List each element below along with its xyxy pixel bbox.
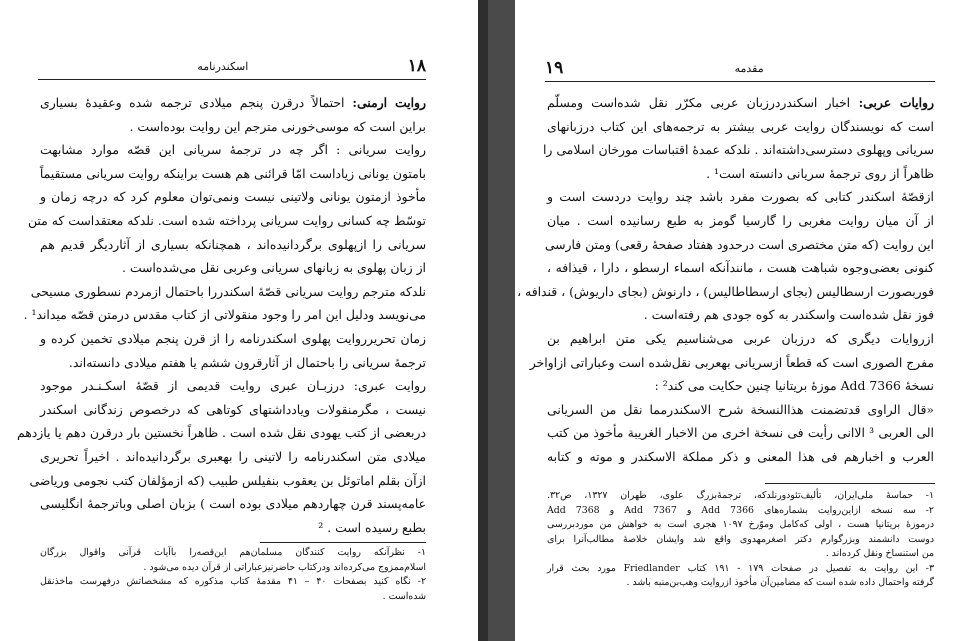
footnote-line: ۲- سه نسخه ازاین‌روایت بشماره‌های Add 7366 و Add 7367 و Add 7368 [547,504,934,516]
text-line: روایت سریانی : اگر چه در ترجمهٔ سریانی این قصّه موارد مشابهت [40,142,426,158]
text-line: می‌نویسد ودلیل این امر را وجود منقولاتی از کتاب مقدس درمتن قصّه میداند¹ . [23,307,426,323]
text-line: الی العربی ³ الاانی رأیت فی نسخة اخری من الاخبار الغریبة مأخوذ من کتب [547,425,935,441]
text-line: روایت عبری: درزبـان عبری روایت قدیمی از قصّهٔ اسکـنـدر موجود [40,378,426,394]
left-footnotes [40,546,426,604]
text-line: العرب و اخبارهم فی هذا المعنی و ذکر مملکة الاسکندر و موته و کتابه [547,448,934,464]
left-page-header [38,54,426,78]
text-line: روایات عربی: اخبار اسکندردرزبان عربی مکرّر نقل شده‌است ومسلّم [547,95,934,110]
text-line: از آن میان روایت مغربی را گارسیا گومز به طبع رسانیده است . میان [547,212,934,228]
book-gutter [478,0,515,641]
text-line: توسّط چه کسانی روایت سریانی پرداخته شده است. نلدکه معتقداست که متن [27,212,426,228]
text-line: روایت ارمنی: احتمالاً درقرن پنجم میلادی ترجمه شده وعقیدهٔ بسیاری [40,95,427,110]
footnote-line: ۱- حماسهٔ ملی‌ایران، تألیف‌تئودورنلدکه، ترجمهٔ‌بزرگ علوی، طهران ۱۳۲۷، ص۳۲. [547,490,934,501]
footnote-line: ۲- نگاه کنید بصفحات ۴۰ – ۴۱ مقدمهٔ کتاب مذکوره که مشخصاتش درفهرست ماخذنقل [40,576,426,587]
text-line: عامه‌پسند قرن چهاردهم میلادی بوده است ) بزبان اصلی وباترجمهٔ انگلیسی [40,496,426,512]
text-line: نسخهٔ Add 7366 موزهٔ بریتانیا چنین حکایت می کند² : [654,378,934,394]
footnote-separator [765,483,935,484]
text-line: زمان تحریرروایت پهلوی اسکندرنامه را از قرن پنجم میلادی تخمین کرده و [40,330,426,346]
right-page [515,0,964,641]
text-line: نیست ، مگرمنقولات ویادداشتهای کوتاهی که درخصوص زندگانی اسکندر [40,401,426,417]
left-body-text [16,91,427,539]
right-body-text [517,91,935,469]
text-line: ازروایات دیگری که درزبان عربی می‌شناسیم یکی متن ابراهیم بن [547,330,934,346]
footnote-line: ۳- این روایت به تفصیل در صفحات ۱۷۹ - ۱۹۱ کتاب Friedlander مورد بحث قرار [547,562,934,574]
footnote-line: ۱- نظرآنکه روایت کنندگان مسلمان‌هم این‌قصه‌را باآیات قرآنی واقوال بزرگان [40,547,426,558]
page-number: ١٩ [545,58,564,78]
text-line: از زبان پهلوی به زبانهای سریانی وعربی نقل می‌شده‌است . [121,260,426,276]
text-line: میلادی متن اسکندرنامه را لاتینی را بهعبری برگردانیده‌اند . اخیراً تحریری [40,448,426,464]
text-line: دربعضی از کتب یهودی نقل شده است . ظاهراً نخستین بار درقرن دهم یا یازدهم [16,425,426,441]
text-line: ظاهراً از روی ترجمهٔ سریانی دانسته است¹ . [706,165,934,181]
text-line: مفرج الصوری است که قطعاً ازسریانی بهعربی نقل‌شده است وعباراتی ازاواخر [529,354,934,370]
text-line: فوربصورت ارسطالیس (بجای ارسطاطالیس) ، دارنوش (بجای داریوش) ، قندافه ، [517,283,934,299]
text-line: این روایت (که متن مختصری است درحدود هفتاد صفحهٔ رقعی) ومتن فارسی [544,236,934,252]
text-line: ازآن بقلم اماتوئل بن یعقوب بنفیلس طبیب (که ازمؤلفان کتب نجومی وریاضی [29,472,426,488]
text-line: براین است که موسی‌خورنی مترجم این روایت بوده‌است . [129,118,426,134]
text-line: سریانی وپهلوی دسترسی‌داشته‌اند . نلدکه عمدهٔ اقتباسات مورخان اسلامی را [542,142,934,158]
text-line: است که نویسندگان روایت عربی بیشتر به ترجمه‌های این کتاب درزبانهای [547,118,934,134]
footnote-separator [260,542,426,543]
footnote-line: گرفته واحتمال داده شده است که مضامین‌آن مأخوذ ازروایت وهب‌بن‌منبه باشد . [626,577,934,588]
text-line: بامتون یونانی زیاداست امّا قرائنی هم هست براینکه روایت سریانی مستقیماً [39,165,426,181]
text-line: ترجمهٔ سریانی را باحتمال از آثارقرون ششم یا هفتم میلادی دانسته‌اند. [68,354,426,370]
footnote-line: شده‌است . [382,590,426,602]
gutter-shadow [478,0,488,641]
footnote-line: دوست دانشمند وبزرگوارم دکتر اصغرمهدوی واقع شد وایشان خلاصهٔ مطالب‌آنرا برای [547,533,934,545]
right-page-header [545,56,935,80]
page-number: ١٨ [407,56,426,76]
running-title: اسکندرنامه [197,59,249,73]
left-page [0,0,478,641]
header-rule [545,81,935,82]
text-line: فوز نقل شده‌است واسکندر به کوه جودی هم رفته‌است . [643,307,934,323]
text-line: بطبع رسیده است . ² [318,519,426,535]
footnote-line: اسلام‌ممزوج می‌کرده‌اند ودرکتاب حاضرنیزعباراتی از قرآن دیده می‌شود . [143,561,426,573]
text-line: «قال الراوی قدتضمنت هذاالنسخة شرح الاسکندرمما نقل من السریانی [547,401,934,417]
footnote-line: درموزهٔ بریتانیا هست ، اولی که‌کامل وموّرخ ۱۰۹۷ هجری است به خواهش من موردبررسی [547,519,934,530]
header-rule [38,79,426,80]
right-footnotes [547,489,934,591]
text-line: سریانی را ازپهلوی برگردانیده‌اند ، همچنانکه بسیاری از آثاردیگر قدیم هم [40,236,426,252]
text-line: مأخوذ ازمتون یونانی ولاتینی نیست ونمی‌توان معلوم کرد که درچه زمان و [40,189,426,205]
footnote-line: من استنساخ ونقل کرده‌اند . [825,548,934,559]
text-line: ازقصّهٔ اسکندر کتابی که بصورت مفرد باشد چند روایت دردست است و [547,189,934,205]
running-title: مقدمه [734,61,764,75]
text-line: کنونی بعضی‌وجوه شباهت هست ، مانندآنکه اسماء ارسطو ، دارا ، قیذافه ، [547,260,934,276]
text-line: نلدکه مترجم روایت سریانی قصّهٔ اسکندررا باحتمال ازمردم نسطوری مسیحی [30,283,426,299]
